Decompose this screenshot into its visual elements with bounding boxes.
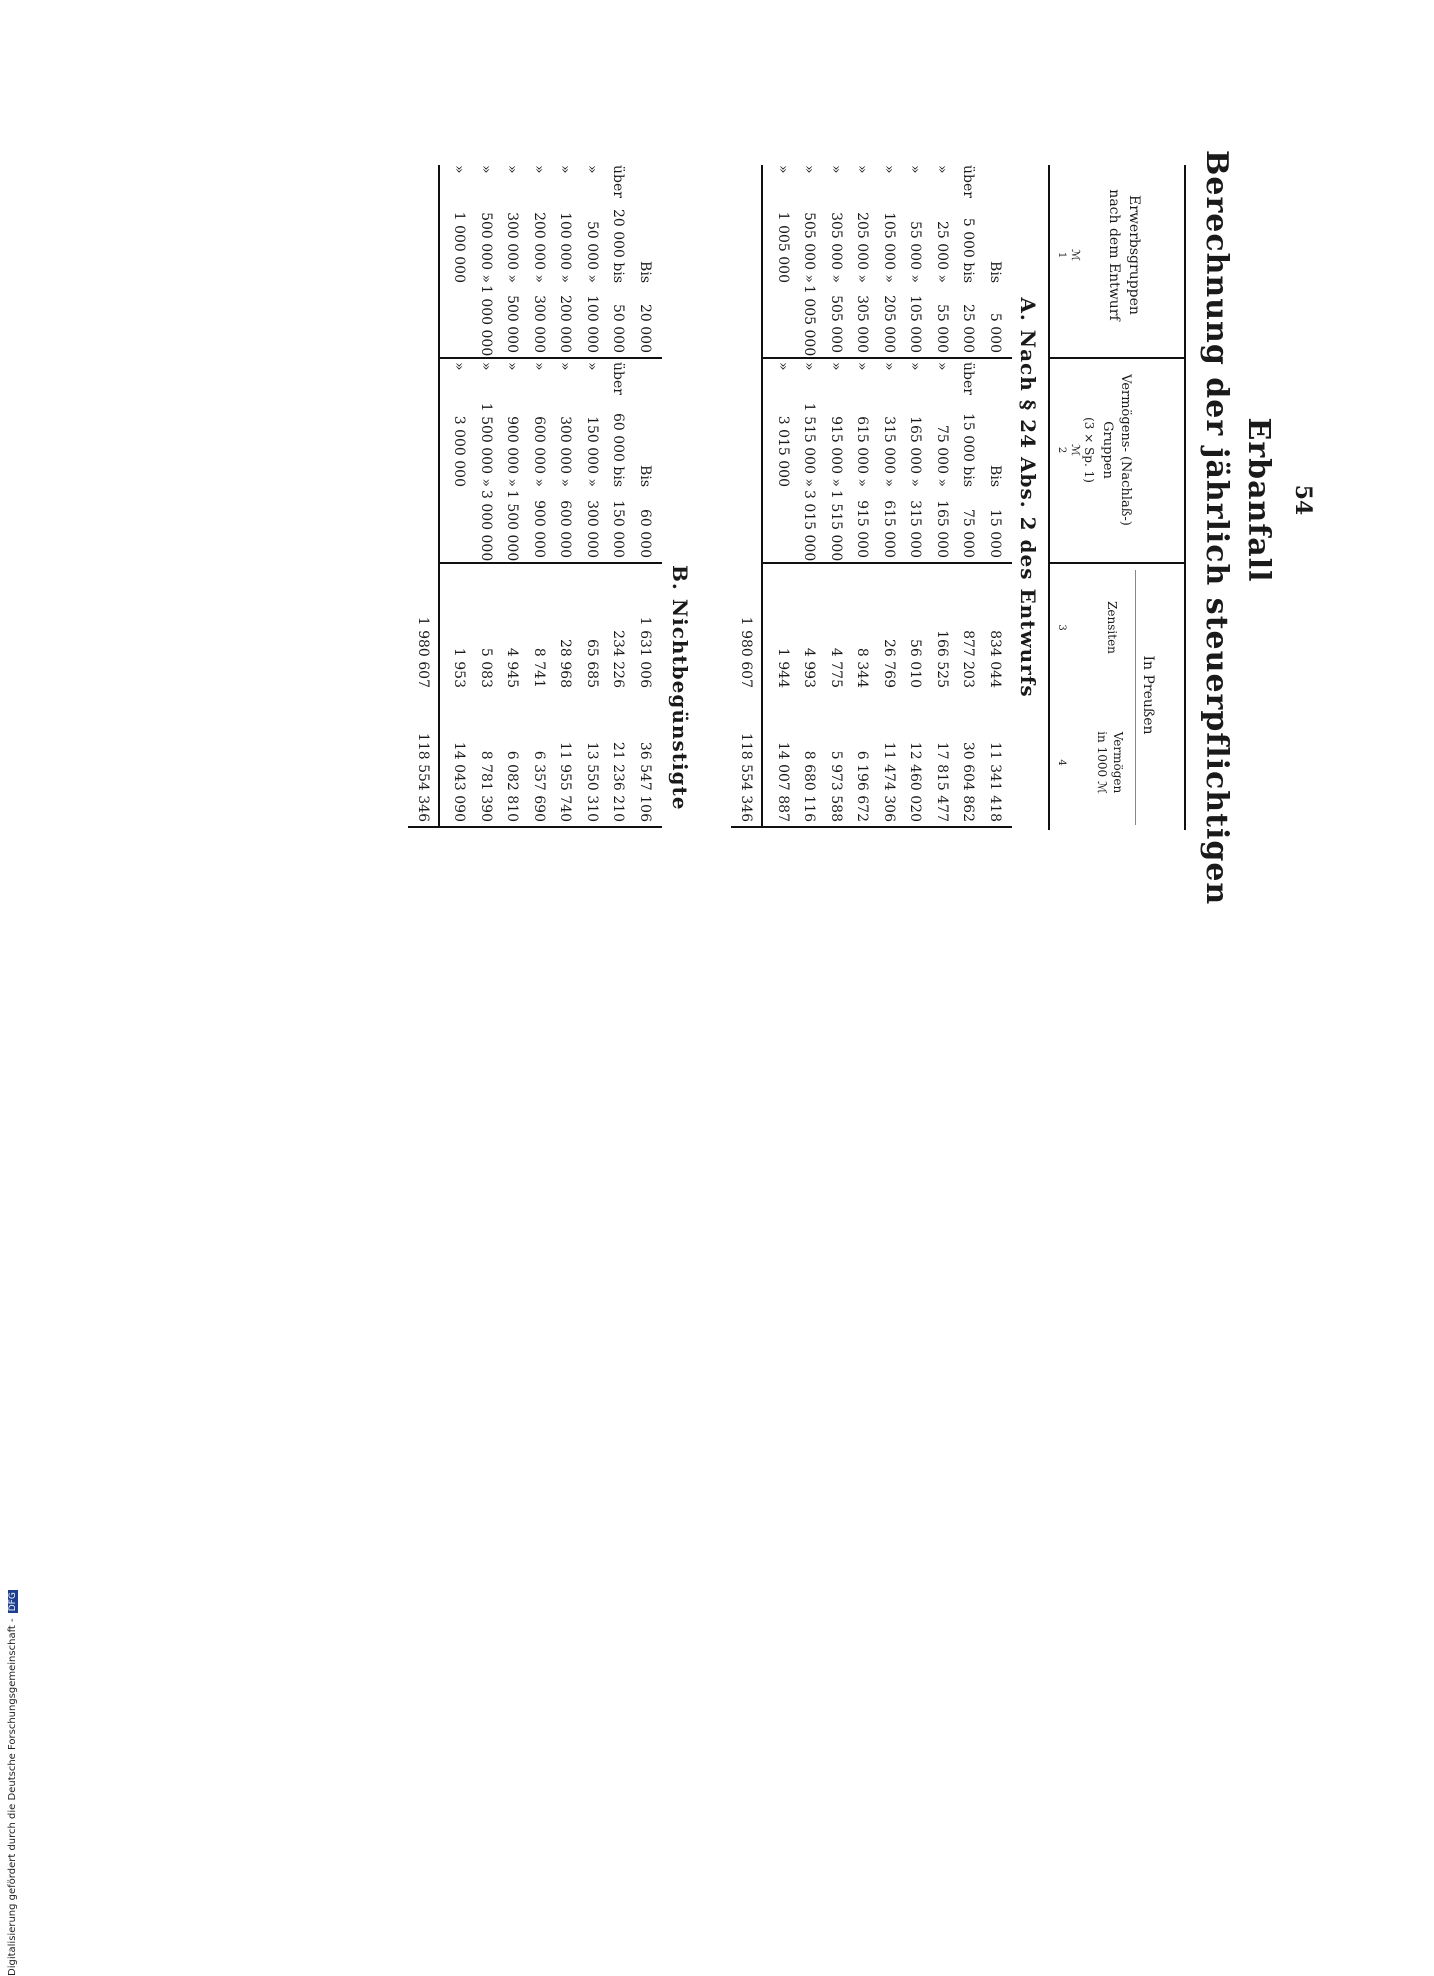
- cell-c1c: 105 000: [907, 295, 924, 353]
- cell-v: 5 973 588: [828, 750, 844, 822]
- colnum-1: 1: [1056, 251, 1067, 259]
- page-number: 54: [1290, 484, 1316, 516]
- cell-c2b: 60 000 bis: [610, 412, 627, 487]
- cell-z: 4 775: [828, 647, 844, 688]
- header-bottom-rule: [1048, 165, 1050, 830]
- cell-c1c: 55 000: [934, 304, 950, 353]
- cell-v: 14 007 887: [775, 741, 791, 822]
- cell-c2a: »: [557, 362, 574, 371]
- cell-v: 17 815 477: [934, 741, 950, 822]
- cell-z: 65 685: [584, 639, 600, 688]
- total-rule: [438, 565, 440, 827]
- cell-v: 13 550 310: [584, 741, 600, 822]
- cell-c1b: Bis: [987, 261, 1003, 283]
- cell-c1c: 50 000: [610, 304, 627, 353]
- cell-c2b: 150 000 »: [584, 416, 600, 487]
- cell-c1b: 200 000 »: [531, 212, 547, 283]
- cell-z: 4 993: [801, 647, 818, 688]
- cell-z: 5 083: [478, 647, 494, 688]
- cell-v: 11 341 418: [987, 741, 1003, 822]
- cell-v: 6 357 690: [531, 750, 547, 822]
- cell-c1c: 200 000: [557, 295, 574, 353]
- cell-c2b: 3 000 000: [451, 415, 468, 487]
- credit-text: Digitalisierung gefördert durch die Deutsche Forschungsgemeinschaft -: [7, 1618, 18, 1976]
- cell-c1c: 1 000 000: [478, 285, 494, 357]
- cell-v: 6 196 672: [854, 750, 871, 822]
- cell-c2c: 3 000 000: [478, 490, 494, 562]
- digitization-credit: [0, 1590, 19, 1976]
- cell-v: 12 460 020: [907, 741, 924, 822]
- cell-c2b: Bis: [637, 465, 653, 487]
- cell-c2b: 75 000 »: [934, 424, 950, 487]
- cell-v: 11 474 306: [881, 741, 897, 822]
- cell-v: 30 604 862: [960, 741, 977, 822]
- cell-v: 21 236 210: [610, 741, 627, 822]
- section-a-title: A. Nach § 24 Abs. 2 des Entwurfs: [1016, 297, 1040, 698]
- cell-v: 8 680 116: [801, 750, 818, 822]
- cell-c1a: »: [451, 165, 468, 174]
- cell-z: 834 044: [987, 630, 1003, 688]
- unit-col2: ℳ: [1069, 444, 1082, 456]
- cell-c1b: 305 000 »: [828, 212, 844, 283]
- cell-z: 56 010: [907, 639, 924, 688]
- cell-c1b: 1 005 000: [775, 211, 791, 283]
- cell-c2b: Bis: [987, 465, 1003, 487]
- total-rule: [762, 565, 764, 827]
- cell-c1b: 5 000 bis: [960, 217, 977, 283]
- cell-c1b: Bis: [637, 261, 653, 283]
- cell-c2c: 1 515 000: [828, 490, 844, 562]
- cell-c1c: 205 000: [881, 295, 897, 353]
- cell-c2b: 915 000 »: [828, 416, 844, 487]
- cell-z: 26 769: [881, 639, 897, 688]
- header-divider-1: [1049, 357, 1184, 359]
- cell-c1b: 105 000 »: [881, 212, 897, 283]
- cell-c2a: »: [828, 362, 844, 371]
- cell-c2b: 300 000 »: [557, 416, 574, 487]
- unit-col1: ℳ: [1069, 249, 1082, 261]
- cell-v: 8 781 390: [478, 750, 494, 822]
- section-b-title: B. Nichtbegünstigte: [668, 565, 692, 811]
- cell-c1c: 300 000: [531, 295, 547, 353]
- header-top-rule: [1184, 165, 1186, 830]
- cell-c2c: 1 500 000: [504, 490, 521, 562]
- cell-c2a: »: [907, 362, 924, 371]
- header-col4-line2: in 1000 ℳ: [1095, 731, 1109, 794]
- cell-c1a: »: [557, 165, 574, 174]
- cell-c2a: »: [801, 362, 818, 371]
- cell-c2c: 615 000: [881, 500, 897, 558]
- cell-c1c: 305 000: [854, 295, 871, 353]
- cell-c2a: »: [504, 362, 521, 371]
- cell-z: 877 203: [960, 630, 977, 688]
- cell-c1b: 20 000 bis: [610, 208, 627, 283]
- cell-c2a: »: [584, 362, 600, 371]
- cell-c2c: 75 000: [960, 509, 977, 558]
- cell-c1a: über: [610, 165, 627, 198]
- colnum-4: 4: [1056, 759, 1067, 766]
- dfg-logo: DFG: [8, 1592, 18, 1612]
- cell-c2c: 600 000: [557, 500, 574, 558]
- cell-c1c: 100 000: [584, 295, 600, 353]
- cell-c2b: 165 000 »: [907, 416, 924, 487]
- section-b-divider-2: [440, 562, 662, 564]
- cell-c1b: 505 000 »: [801, 212, 818, 283]
- cell-c1a: »: [584, 165, 600, 174]
- cell-c1a: über: [960, 165, 977, 198]
- section-a-divider-2: [764, 562, 1013, 564]
- section-bottom-rule: [438, 165, 440, 565]
- cell-c2a: »: [881, 362, 897, 371]
- cell-c2c: 315 000: [907, 500, 924, 558]
- cell-c1b: 1 000 000: [451, 211, 468, 283]
- cell-v: 11 955 740: [557, 741, 574, 822]
- section-bottom-rule: [762, 165, 764, 565]
- cell-c2a: »: [854, 362, 871, 371]
- header-col2-line1: Vermögens- (Nachlaß-): [1118, 374, 1133, 526]
- cell-c2a: »: [478, 362, 494, 371]
- cell-z: 1 631 006: [637, 616, 653, 688]
- colnum-2: 2: [1056, 446, 1067, 454]
- cell-c2b: 15 000 bis: [960, 412, 977, 487]
- cell-v: 36 547 106: [637, 741, 653, 822]
- header-col1-line2: nach dem Entwurf: [1106, 189, 1122, 321]
- cell-c1c: 25 000: [960, 304, 977, 353]
- cell-z: 4 945: [504, 647, 521, 688]
- cell-c1a: »: [881, 165, 897, 174]
- cell-c1a: »: [775, 165, 791, 174]
- cell-c2c: 165 000: [934, 500, 950, 558]
- total-zensiten: 1 980 607: [415, 616, 431, 688]
- cell-c2c: 300 000: [584, 500, 600, 558]
- cell-z: 1 944: [775, 647, 791, 688]
- cell-c2b: 600 000 »: [531, 416, 547, 487]
- header-group-rule: [1135, 570, 1136, 825]
- cell-c2b: 3 015 000: [775, 415, 791, 487]
- cell-c2b: 315 000 »: [881, 416, 897, 487]
- cell-c2b: 1 500 000 »: [478, 402, 494, 487]
- cell-c1c: 20 000: [637, 304, 653, 353]
- cell-z: 8 741: [531, 647, 547, 688]
- cell-c1c: 505 000: [828, 295, 844, 353]
- cell-c2a: »: [451, 362, 468, 371]
- header-divider-2: [1049, 562, 1184, 564]
- cell-c1c: 500 000: [504, 295, 521, 353]
- cell-c2b: 900 000 »: [504, 416, 521, 487]
- cell-c1b: 55 000 »: [907, 220, 924, 283]
- cell-z: 8 344: [854, 647, 871, 688]
- header-col4-line1: Vermögen: [1111, 731, 1125, 794]
- table-right-rule: [732, 826, 1013, 828]
- cell-c1b: 100 000 »: [557, 212, 574, 283]
- total-vermoegen: 118 554 346: [415, 732, 431, 822]
- cell-z: 234 226: [610, 630, 627, 688]
- cell-c1c: 1 005 000: [801, 285, 818, 357]
- section-a-divider-1: [764, 357, 1013, 359]
- cell-c1b: 25 000 »: [934, 220, 950, 283]
- header-col3: Zensiten: [1105, 601, 1119, 654]
- cell-z: 28 968: [557, 639, 574, 688]
- table-right-rule: [408, 826, 662, 828]
- cell-v: 6 082 810: [504, 750, 521, 822]
- document-title: Erbanfall: [1241, 417, 1276, 583]
- header-col2-line3: (3 × Sp. 1): [1082, 417, 1096, 483]
- header-group-prussia: In Preußen: [1140, 655, 1156, 735]
- cell-c2c: 15 000: [987, 509, 1003, 558]
- cell-c1b: 500 000 »: [478, 212, 494, 283]
- cell-c2c: 915 000: [854, 500, 871, 558]
- cell-c2a: »: [775, 362, 791, 371]
- section-b-divider-1: [440, 357, 662, 359]
- cell-c2a: über: [960, 362, 977, 395]
- cell-c1b: 50 000 »: [584, 220, 600, 283]
- cell-c2c: 3 015 000: [801, 490, 818, 562]
- cell-c1b: 300 000 »: [504, 212, 521, 283]
- total-vermoegen: 118 554 346: [738, 732, 755, 822]
- cell-c2b: 615 000 »: [854, 416, 871, 487]
- total-zensiten: 1 980 607: [738, 616, 755, 688]
- header-col1-line1: Erwerbsgruppen: [1126, 195, 1142, 315]
- cell-c2a: »: [531, 362, 547, 371]
- cell-c1c: 5 000: [987, 312, 1003, 353]
- cell-c1a: »: [504, 165, 521, 174]
- cell-c1a: »: [478, 165, 494, 174]
- cell-c1a: »: [531, 165, 547, 174]
- cell-v: 14 043 090: [451, 741, 468, 822]
- cell-c1b: 205 000 »: [854, 212, 871, 283]
- cell-c1a: »: [828, 165, 844, 174]
- cell-c1a: »: [907, 165, 924, 174]
- header-col2-line2: Gruppen: [1100, 421, 1115, 479]
- cell-c1a: »: [934, 165, 950, 174]
- cell-c2c: 150 000: [610, 500, 627, 558]
- cell-c1a: »: [854, 165, 871, 174]
- cell-c2a: »: [934, 362, 950, 371]
- cell-c2a: über: [610, 362, 627, 395]
- colnum-3: 3: [1056, 624, 1067, 631]
- cell-z: 166 525: [934, 630, 950, 688]
- document-subtitle: Berechnung der jährlich steuerpflichtigen: [1199, 150, 1234, 906]
- cell-c2c: 60 000: [637, 509, 653, 558]
- cell-c2b: 1 515 000 »: [801, 402, 818, 487]
- cell-z: 1 953: [451, 647, 468, 688]
- cell-c1a: »: [801, 165, 818, 174]
- cell-c2c: 900 000: [531, 500, 547, 558]
